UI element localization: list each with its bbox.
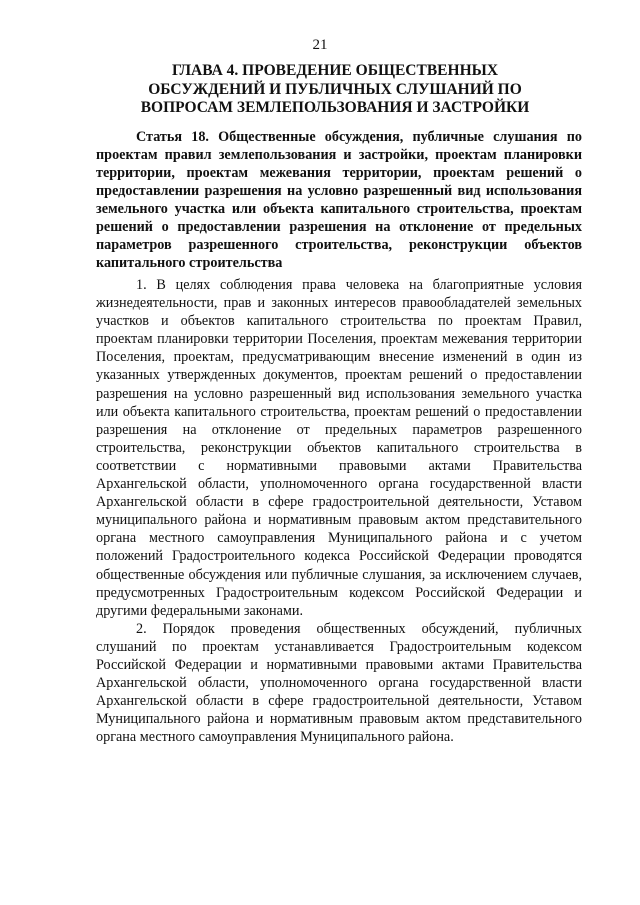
paragraph-1: 1. В целях соблюдения права человека на благоприятные условия жизнедеятельности, прав и законных интересов правообладателей земельных участков и объектов капитального строительства по проектам Правил, проектам планировки территории Поселения, проектам межевания территории Поселения, проектам, предусматривающим внесение изменений в один из указанных утвержденных документов, проектам решений о предоставлении разрешения на условно разрешенный вид использования земельного участка или объекта капитального строительства, проектам решений о предоставлении разрешения на отклонение от предельных параметров разрешенного строительства, реконструкции объектов капитального строительства в соответствии с нормативными правовыми актами Правительства Архангельской области, уполномоченного органа государственной власти Архангельской области в сфере градостроительной деятельности, Уставом муниципального района и нормативным правовым актом представительного органа местного самоуправления Муниципального района и с учетом положений Градостроительного кодекса Российской Федерации проводятся общественные обсуждения или публичные слушания, за исключением случаев, предусмотренных Градостроительным кодексом Российской Федерации и другими федеральными законами. <box>96 277 582 619</box>
article-body <box>96 276 582 746</box>
article-title: Статья 18. Общественные обсуждения, публичные слушания по проектам правил землепользования и застройки, проектам планировки территории, проектам межевания территории, проектам решений о предоставлении разрешения на условно разрешенный вид использования земельного участка или объекта капитального строительства, проектам решений о предоставлении разрешения на отклонение от предельных параметров разрешенного строительства, реконструкции объектов капитального строительства <box>96 129 582 271</box>
chapter-title: ГЛАВА 4. ПРОВЕДЕНИЕ ОБЩЕСТВЕННЫХ ОБСУЖДЕНИЙ И ПУБЛИЧНЫХ СЛУШАНИЙ ПО ВОПРОСАМ ЗЕМЛЕПОЛЬЗОВАНИЯ И ЗАСТРОЙКИ <box>140 62 530 116</box>
paragraph-2: 2. Порядок проведения общественных обсуждений, публичных слушаний по проектам устанавливается Градостроительным кодексом Российской Федерации и нормативными правовыми актами Правительства Архангельской области, уполномоченного органа государственной власти Архангельской области в сфере градостроительной деятельности, Уставом Муниципального района и нормативным правовым актом представительного органа местного самоуправления Муниципального района. <box>96 620 582 746</box>
page-number: 21 <box>312 37 328 53</box>
